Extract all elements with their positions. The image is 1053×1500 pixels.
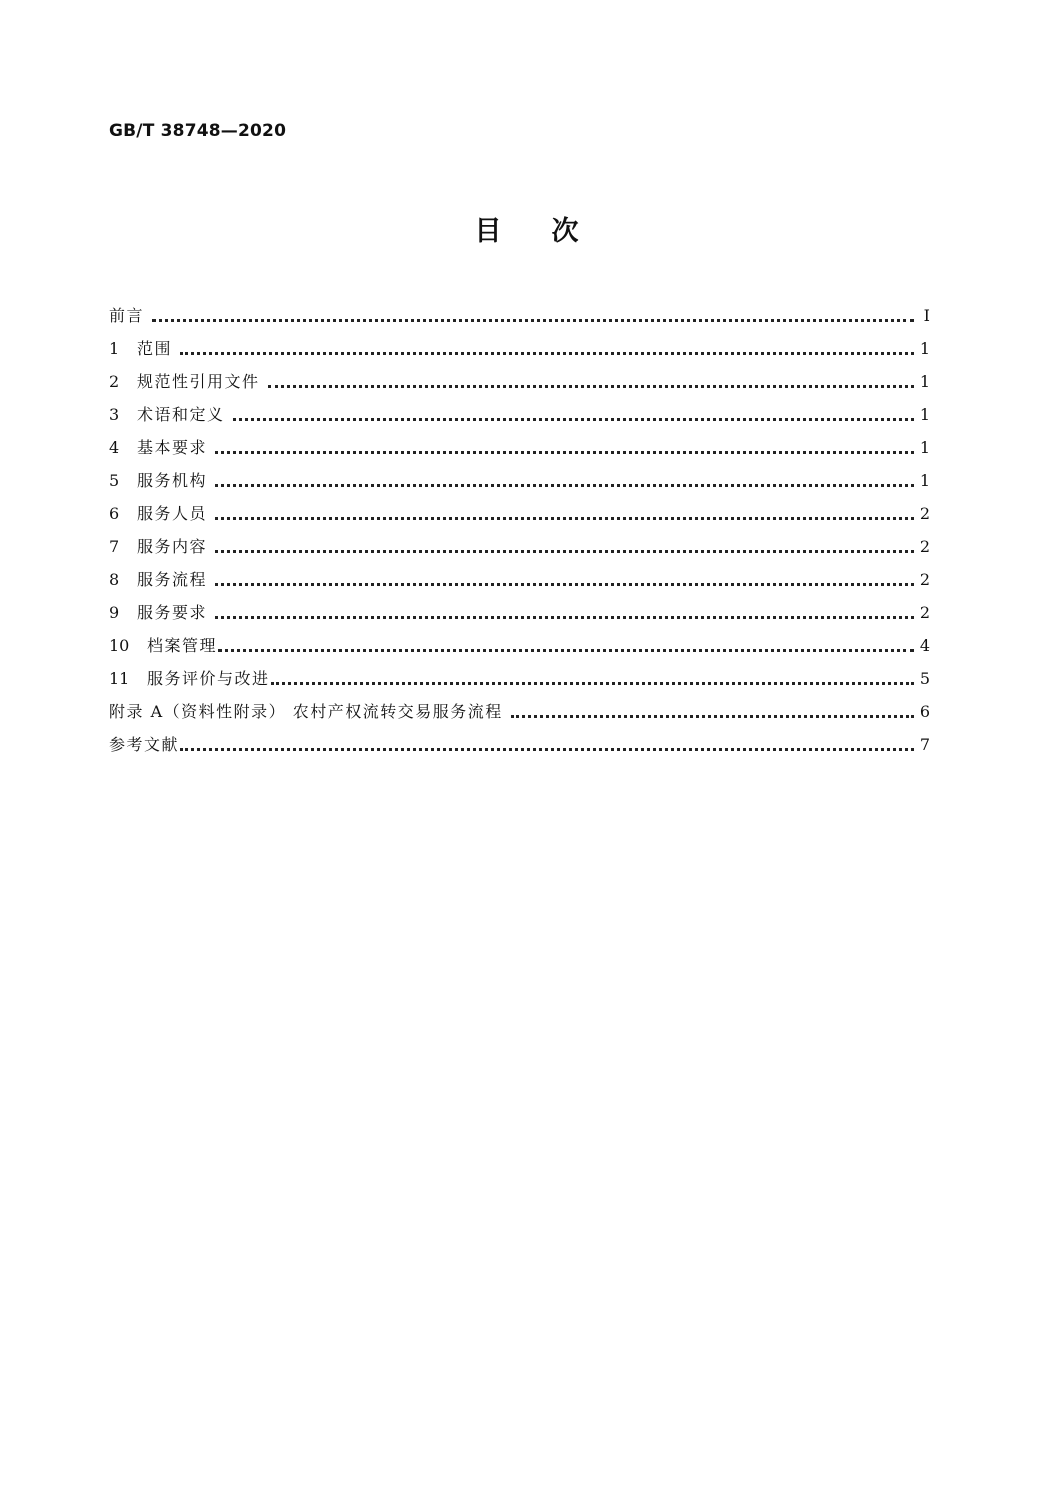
- toc-entry-label: [109, 398, 225, 431]
- toc-entry-11[interactable]: [109, 662, 930, 695]
- toc-entry-number: 8: [109, 570, 120, 589]
- toc-entry-page: 2: [919, 570, 930, 589]
- toc-leader-dots: [152, 319, 914, 322]
- toc-entry-title: 服务机构: [137, 471, 208, 490]
- toc-entry-title: 档案管理: [147, 636, 218, 655]
- page-title: [0, 212, 1053, 252]
- toc-entry-label: [109, 530, 207, 563]
- toc-entry-2[interactable]: [109, 365, 930, 398]
- toc-entry-page: 2: [919, 504, 930, 523]
- toc-entry-6[interactable]: [109, 497, 930, 530]
- toc-entry-page: 2: [919, 603, 930, 622]
- toc-leader-dots: [180, 352, 914, 355]
- toc-entry-page: 5: [919, 669, 930, 688]
- toc-entry-title: 基本要求: [137, 438, 208, 457]
- toc-entry-page: 1: [919, 405, 930, 424]
- toc-entry-title: 服务内容: [137, 537, 208, 556]
- toc-entry-label: [109, 365, 260, 398]
- toc-entry-label: 前言: [109, 306, 145, 325]
- toc-entry-page: Ⅰ: [923, 306, 930, 325]
- toc-entry-label: [109, 431, 207, 464]
- toc-entry-4[interactable]: [109, 431, 930, 464]
- toc-entry-title: 服务人员: [137, 504, 208, 523]
- toc-entry-page: 1: [919, 471, 930, 490]
- toc-entry-label: [109, 662, 270, 695]
- toc-entry-title: 术语和定义: [137, 405, 225, 424]
- toc-entry-number: 10: [109, 636, 130, 655]
- toc-entry-title: 范围: [137, 339, 173, 358]
- toc-leader-dots: [271, 682, 914, 685]
- toc-entry-label: [109, 464, 207, 497]
- toc-entry-page: 2: [919, 537, 930, 556]
- toc-entry-8[interactable]: [109, 563, 930, 596]
- toc-entry-label: [109, 629, 217, 662]
- toc-entry-page: 4: [919, 636, 930, 655]
- toc-leader-dots: [233, 418, 914, 421]
- toc-entry-1[interactable]: [109, 332, 930, 365]
- toc-leader-dots: [215, 517, 914, 520]
- title-char-2: 次: [551, 216, 579, 247]
- toc-entry-title: 规范性引用文件: [137, 372, 260, 391]
- toc-entry-page: 7: [919, 735, 930, 754]
- toc-entry-page: 1: [919, 438, 930, 457]
- document-code: GB/T 38748—2020: [109, 121, 287, 141]
- toc-leader-dots: [215, 550, 914, 553]
- toc-entry-page: 1: [919, 372, 930, 391]
- toc-entry-number: 3: [109, 405, 120, 424]
- toc-entry-title: 服务评价与改进: [147, 669, 270, 688]
- toc-entry-label: [109, 563, 207, 596]
- toc-leader-dots: [511, 715, 914, 718]
- toc-entry-appendix-a[interactable]: [109, 695, 930, 728]
- toc-leader-dots: [215, 583, 914, 586]
- toc-leader-dots: [180, 748, 914, 751]
- title-char-1: 目: [474, 216, 502, 247]
- toc-entry-title: 服务要求: [137, 603, 208, 622]
- toc-leader-dots: [215, 616, 914, 619]
- toc-entry-5[interactable]: [109, 464, 930, 497]
- toc-entry-number: 11: [109, 669, 130, 688]
- toc-entry-9[interactable]: [109, 596, 930, 629]
- toc-entry-number: 4: [109, 438, 120, 457]
- toc-entry-10[interactable]: [109, 629, 930, 662]
- toc-leader-dots: [268, 385, 914, 388]
- toc-entry-foreword[interactable]: [109, 299, 930, 332]
- toc-entry-label: [109, 332, 172, 365]
- toc-entry-label: [109, 596, 207, 629]
- toc-entry-title: 服务流程: [137, 570, 208, 589]
- toc-entry-page: 6: [919, 702, 930, 721]
- toc-entry-number: 9: [109, 603, 120, 622]
- toc-entry-3[interactable]: [109, 398, 930, 431]
- toc-entry-number: 5: [109, 471, 120, 490]
- toc-entry-page: 1: [919, 339, 930, 358]
- toc-entry-label: [109, 497, 207, 530]
- toc-entry-label: 参考文献: [109, 735, 180, 754]
- toc-entry-number: 7: [109, 537, 120, 556]
- toc-entry-number: 2: [109, 372, 120, 391]
- toc-entry-number: 6: [109, 504, 120, 523]
- toc-entry-7[interactable]: [109, 530, 930, 563]
- table-of-contents: [109, 299, 930, 761]
- toc-leader-dots: [218, 649, 914, 652]
- toc-entry-number: 1: [109, 339, 120, 358]
- toc-entry-references[interactable]: [109, 728, 930, 761]
- toc-leader-dots: [215, 451, 914, 454]
- toc-leader-dots: [215, 484, 914, 487]
- toc-entry-label: 附录 A（资料性附录） 农村产权流转交易服务流程: [109, 702, 503, 721]
